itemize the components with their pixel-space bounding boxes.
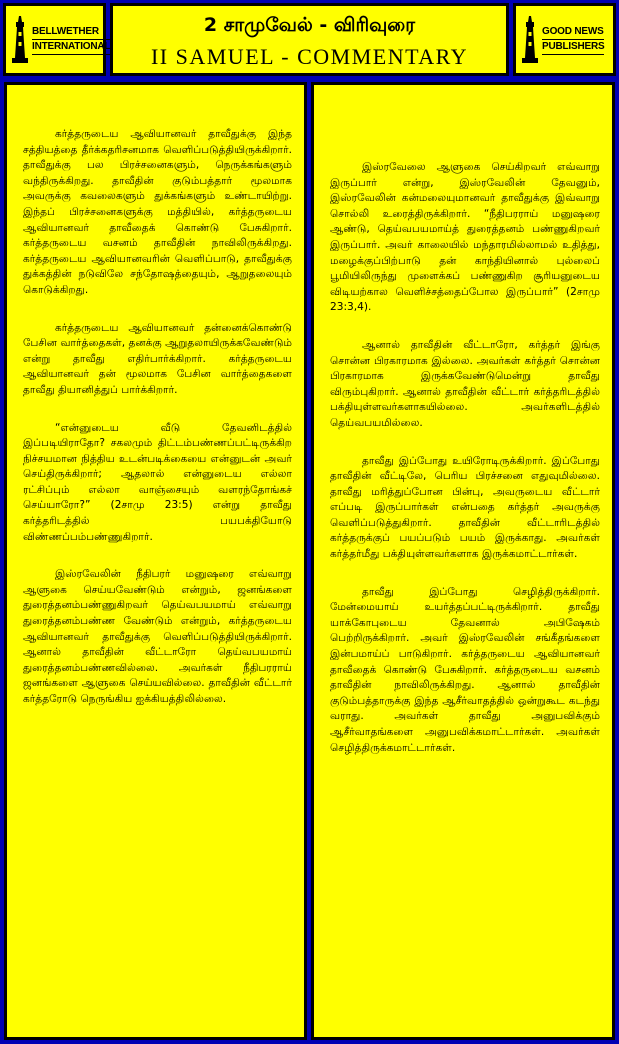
right-column [311,82,615,1040]
page-title-tamil: 2 சாமுவேல் - விரிவுரை [203,14,416,36]
paragraph: கர்த்தருடைய ஆவியானவர் தாவீதுக்கு இந்த சத்தியத்தை தீர்க்கதரிசனமாக வெளிப்படுத்தியிருக்கிறார். தாவீதுக்கு பல பிரச்சனைகளும், நெருக்கங்களும் வந்திருக்கிறது. தாவீதின் குடும்பத்தார் மூலமாக அவருக்கு கவலைகளும் துக்கங்களும் உண்டாயிற்று. இந்தப் பிரச்சனைகளுக்கு மத்தியில், கர்த்தருடைய ஆவியானவர் தாவீதைக் கொண்டு பேசுகிறார். கர்த்தருடைய வசனம் தாவீதின் நாவிலிருக்கிறது. கர்த்தருடைய ஆவியானவரின் வெளிப்பாடு, தாவீதுக்கு துக்கத்தின் நடுவிலே சந்தோஷத்தையும், ஆறுதலையும் கொடுக்கிறது. [23,128,292,296]
logo-right-line2: PUBLISHERS [542,40,604,55]
logo-right-line1: GOOD NEWS [542,25,604,40]
logo-left-line2: INTERNATIONAL [32,40,110,55]
paragraph: ஆனால் தாவீதின் வீட்டாரோ, கர்த்தர் இங்கு சொன்ன பிரகாரமாக இல்லை. அவர்கள் கர்த்தர் சொன்ன பிரகாரமாக இருக்கவேண்டுமென்று தாவீது விரும்புகிறார். ஆனால் தாவீதின் வீட்டார் கர்த்தரிடத்தில் பக்தியுள்ளவர்களாகயில்லை. அவர்களிடத்தில் தெய்வபயமில்லை. [330,338,600,429]
page-title-english: II SAMUEL - COMMENTARY [150,44,469,69]
left-column [4,82,307,1040]
paragraph: தாவீது இப்போது செழித்திருக்கிறார். மேன்மையாய் உயர்த்தப்பட்டிருக்கிறார். தாவீது யாக்கோபுடைய தேவனால் அபிஷேகம் பெற்றிருக்கிறார். அவர் இஸ்ரவேலின் சங்கீதங்களை இன்பமாய்ப் பாடுகிறார். கர்த்தருடைய ஆவியானவர் தாவீதைக் கொண்டு பேசுகிறார். கர்த்தருடைய வசனம் தாவீதின் நாவிலிருக்கிறது. ஆனால் தாவீதின் குடும்பத்தாருக்கு இந்த ஆசீர்வாதத்தில் ஒன்றுகூட கடந்து வராது. அவர்கள் தாவீது அனுபவிக்கும் ஆசீர்வாதங்களை அனுபவிக்கமாட்டார்கள். அவர்கள் செழித்திருக்கமாட்டார்கள். [330,585,600,754]
paragraph: இஸ்ரவேலின் நீதிபரர் மனுஷரை எவ்வாறு ஆளுகை செய்யவேண்டும் என்றும், ஜனங்களை துரைத்தனம்பண்ணுகிறவர் தெய்வபயமாய் எவ்வாறு துரைத்தனம்பண்ண வேண்டும் என்றும், கர்த்தருடைய ஆவியானவர் தாவீதுக்கு வெளிப்படுத்தியிருக்கிறார். ஆனால் தாவீதின் வீட்டாரோ தெய்வபயமாய் துரைத்தனம்பண்ணவில்லை. அவர்கள் நீதிபரராய் ஜனங்களை ஆளுகை செய்யவில்லை. தாவீதின் வீட்டார் கர்த்தரோடு நெருங்கிய ஐக்கியத்திலில்லை. [23,568,292,705]
paragraph: தாவீது இப்போது உயிரோடிருக்கிறார். இப்போது தாவீதின் வீட்டிலே, பெரிய பிரச்சனை எதுவுமில்லை. தாவீது மரித்துப்போன பின்பு, அவருடைய வீட்டார் எப்படி இருப்பார்கள் என்பதை கர்த்தர் அவருக்கு வெளிப்படுத்துகிறார். தாவீதின் வீட்டாரிடத்தில் கர்த்தருக்குப் பயப்படும் பயம் இருக்காது. அவர்கள் கர்த்தர்மீது பக்தியுள்ளவர்களாக இருக்கமாட்டார்கள். [330,454,600,561]
page-header [110,3,509,76]
paragraph: கர்த்தருடைய ஆவியானவர் தன்னைக்கொண்டு பேசின வார்த்தைகள், தனக்கு ஆறுதலாயிருக்கவேண்டும் என்று தாவீது எதிர்பார்க்கிறார். கர்த்தருடைய ஆவியானவர் தன் மூலமாக பேசின வார்த்தைகளை தாவீது தியானித்துப் பார்க்கிறார். [23,321,292,396]
logo-left-line1: BELLWETHER [32,25,110,40]
publisher-logo-left [3,3,111,76]
paragraph: “என்னுடைய வீடு தேவனிடத்தில் இப்படியிராதோ? சகலமும் திட்டம்பண்ணப்பட்டிருக்கிற நிச்சயமான நித்திய உடன்படிக்கையை என்னுடன் அவர் செய்திருக்கிறார்; ஆதலால் என்னுடைய எல்லா ரட்சிப்பும் எல்லா வாஞ்சையும் வளரந்தோங்கச் செய்யாரோ?” (2சாமு 23:5) என்று தாவீது கர்த்தரிடத்தில் பயபக்தியோடு விண்ணப்பம்பண்ணுகிறார். [23,421,292,543]
paragraph: இஸ்ரவேலை ஆளுகை செய்கிறவர் எவ்வாறு இருப்பார் என்று, இஸ்ரவேலின் தேவனும், இஸ்ரவேலின் கன்மலையுமானவர் தாவீதுக்கு இவ்வாறு சொல்லி உரைத்திருக்கிறார். “நீதிபரராய் மனுஷரை ஆண்டு, தெய்வபயமாய்த் துரைத்தனம் பண்ணுகிறவர் இருப்பார். அவர் காலையில் மந்தாரமில்லாமல் உதித்து, மழைக்குப்பிற்பாடு தன் காந்தியினால் புல்லைப் பூமியிலிருந்து முளைக்கப் பண்ணுகிற சூரியனுடைய விடியற்கால வெளிச்சத்தைப்போல இருப்பார்” (2சாமு 23:3,4). [330,161,600,314]
lighthouse-icon [520,14,540,66]
lighthouse-icon [10,14,30,66]
publisher-logo-right [513,3,616,76]
